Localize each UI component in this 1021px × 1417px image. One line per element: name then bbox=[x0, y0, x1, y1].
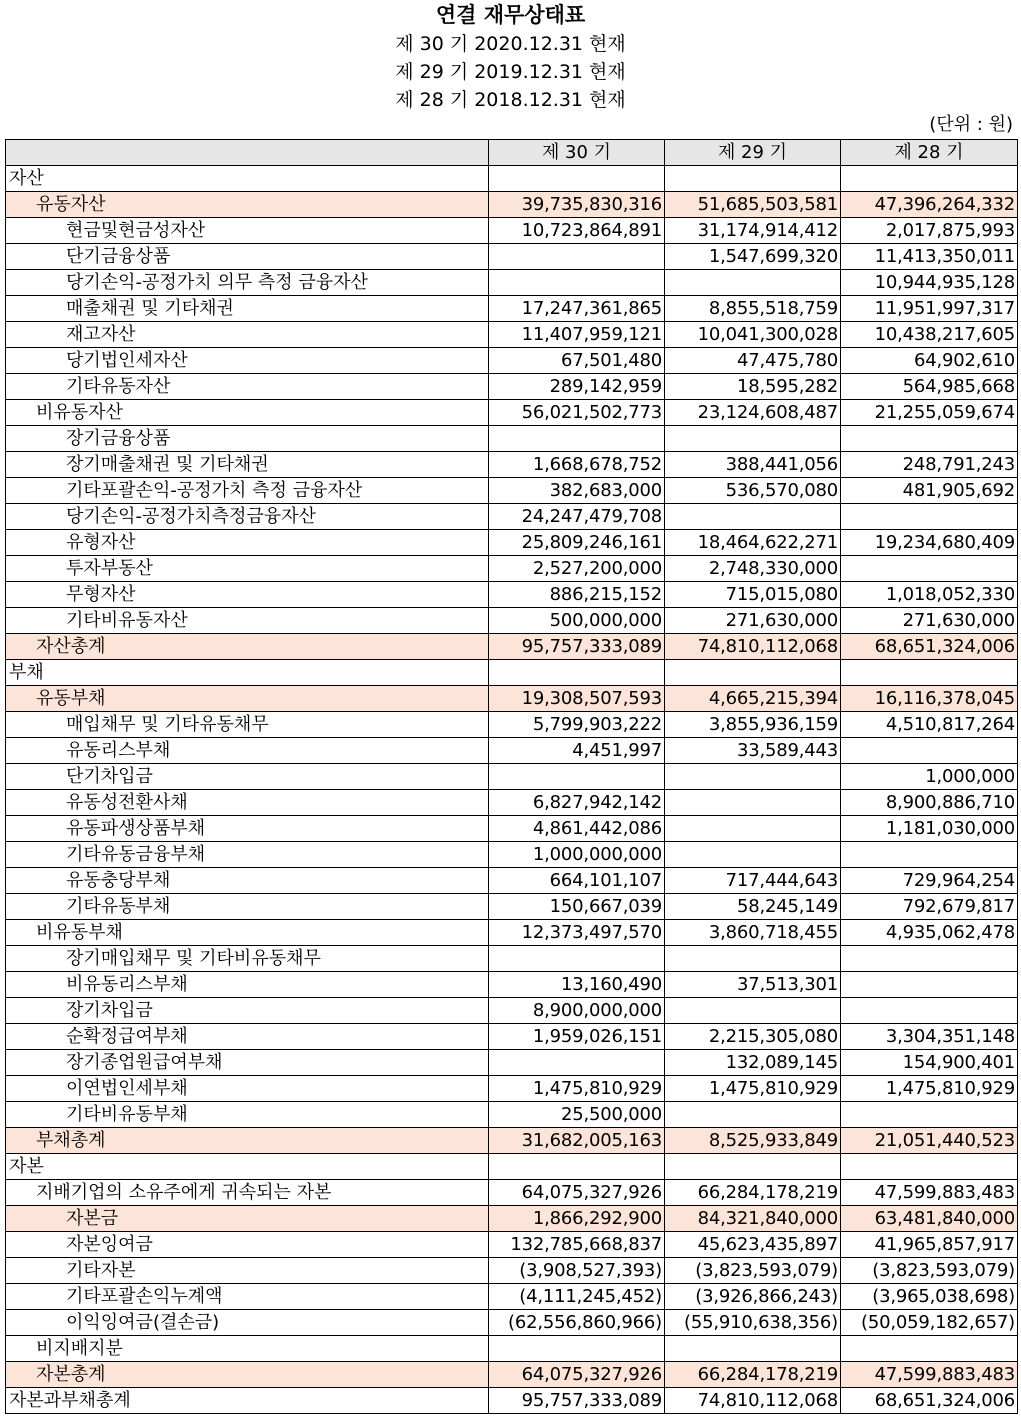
unit-label: (단위 : 원) bbox=[929, 114, 1013, 135]
amount-cell: (3,823,593,079) bbox=[665, 1258, 841, 1284]
amount-cell bbox=[489, 1336, 665, 1362]
amount-cell: 66,284,178,219 bbox=[665, 1362, 841, 1388]
account-label: 유동부채 bbox=[6, 686, 489, 712]
amount-cell: 95,757,333,089 bbox=[489, 634, 665, 660]
table-row bbox=[6, 1388, 1018, 1414]
amount-cell: 37,513,301 bbox=[665, 972, 841, 998]
amount-cell: 58,245,149 bbox=[665, 894, 841, 920]
amount-cell: (62,556,860,966) bbox=[489, 1310, 665, 1336]
amount-cell bbox=[665, 166, 841, 192]
amount-cell: 564,985,668 bbox=[841, 374, 1018, 400]
amount-cell bbox=[841, 998, 1018, 1024]
amount-cell bbox=[665, 842, 841, 868]
account-label: 투자부동산 bbox=[6, 556, 489, 582]
amount-cell: 8,855,518,759 bbox=[665, 296, 841, 322]
amount-cell: 2,215,305,080 bbox=[665, 1024, 841, 1050]
amount-cell: 56,021,502,773 bbox=[489, 400, 665, 426]
amount-cell bbox=[489, 426, 665, 452]
amount-cell: 67,501,480 bbox=[489, 348, 665, 374]
amount-cell bbox=[841, 556, 1018, 582]
table-row bbox=[6, 842, 1018, 868]
amount-cell: 41,965,857,917 bbox=[841, 1232, 1018, 1258]
amount-cell bbox=[841, 1154, 1018, 1180]
amount-cell: 11,413,350,011 bbox=[841, 244, 1018, 270]
column-header-period-30: 제 30 기 bbox=[489, 140, 665, 166]
amount-cell: 729,964,254 bbox=[841, 868, 1018, 894]
table-row bbox=[6, 1154, 1018, 1180]
amount-cell: 25,500,000 bbox=[489, 1102, 665, 1128]
amount-cell: 500,000,000 bbox=[489, 608, 665, 634]
account-label: 장기금융상품 bbox=[6, 426, 489, 452]
amount-cell bbox=[841, 1102, 1018, 1128]
amount-cell bbox=[665, 426, 841, 452]
period-line: 제 30 기 2020.12.31 현재 bbox=[395, 33, 626, 55]
amount-cell: 74,810,112,068 bbox=[665, 634, 841, 660]
amount-cell: 47,599,883,483 bbox=[841, 1180, 1018, 1206]
amount-cell: 1,668,678,752 bbox=[489, 452, 665, 478]
table-row bbox=[6, 582, 1018, 608]
balance-sheet-table bbox=[5, 139, 1018, 1414]
amount-cell bbox=[841, 426, 1018, 452]
account-label: 자산총계 bbox=[6, 634, 489, 660]
account-label: 유형자산 bbox=[6, 530, 489, 556]
account-label: 유동성전환사채 bbox=[6, 790, 489, 816]
amount-cell: (3,965,038,698) bbox=[841, 1284, 1018, 1310]
table-row bbox=[6, 894, 1018, 920]
amount-cell bbox=[841, 504, 1018, 530]
amount-cell: 18,464,622,271 bbox=[665, 530, 841, 556]
amount-cell: 1,475,810,929 bbox=[841, 1076, 1018, 1102]
table-row bbox=[6, 1258, 1018, 1284]
amount-cell: 3,304,351,148 bbox=[841, 1024, 1018, 1050]
amount-cell: 289,142,959 bbox=[489, 374, 665, 400]
table-row bbox=[6, 972, 1018, 998]
account-label: 당기손익-공정가치측정금융자산 bbox=[6, 504, 489, 530]
account-label: 비유동부채 bbox=[6, 920, 489, 946]
account-label: 기타비유동부채 bbox=[6, 1102, 489, 1128]
table-row bbox=[6, 556, 1018, 582]
amount-cell: (55,910,638,356) bbox=[665, 1310, 841, 1336]
amount-cell: 4,935,062,478 bbox=[841, 920, 1018, 946]
table-row bbox=[6, 946, 1018, 972]
amount-cell: 18,595,282 bbox=[665, 374, 841, 400]
amount-cell bbox=[841, 738, 1018, 764]
amount-cell: 45,623,435,897 bbox=[665, 1232, 841, 1258]
account-label: 자본과부채총계 bbox=[6, 1388, 489, 1414]
table-row bbox=[6, 920, 1018, 946]
amount-cell bbox=[489, 166, 665, 192]
amount-cell bbox=[489, 660, 665, 686]
amount-cell: 715,015,080 bbox=[665, 582, 841, 608]
account-label: 무형자산 bbox=[6, 582, 489, 608]
account-label: 장기매출채권 및 기타채권 bbox=[6, 452, 489, 478]
account-label: 자산 bbox=[6, 166, 489, 192]
table-row bbox=[6, 192, 1018, 218]
amount-cell: 536,570,080 bbox=[665, 478, 841, 504]
account-label: 순확정급여부채 bbox=[6, 1024, 489, 1050]
column-header-account bbox=[6, 140, 489, 166]
table-row bbox=[6, 322, 1018, 348]
amount-cell bbox=[665, 764, 841, 790]
amount-cell: 271,630,000 bbox=[665, 608, 841, 634]
amount-cell bbox=[665, 1336, 841, 1362]
amount-cell: 8,525,933,849 bbox=[665, 1128, 841, 1154]
account-label: 비유동리스부채 bbox=[6, 972, 489, 998]
account-label: 유동리스부채 bbox=[6, 738, 489, 764]
table-row bbox=[6, 1310, 1018, 1336]
account-label: 기타유동자산 bbox=[6, 374, 489, 400]
amount-cell bbox=[665, 270, 841, 296]
amount-cell: 388,441,056 bbox=[665, 452, 841, 478]
document-title: 연결 재무상태표 bbox=[435, 3, 586, 27]
amount-cell bbox=[665, 1102, 841, 1128]
account-label: 기타포괄손익-공정가치 측정 금융자산 bbox=[6, 478, 489, 504]
table-row bbox=[6, 270, 1018, 296]
amount-cell: 10,041,300,028 bbox=[665, 322, 841, 348]
amount-cell: 74,810,112,068 bbox=[665, 1388, 841, 1414]
table-row bbox=[6, 998, 1018, 1024]
amount-cell: (4,111,245,452) bbox=[489, 1284, 665, 1310]
table-row bbox=[6, 348, 1018, 374]
amount-cell: 4,451,997 bbox=[489, 738, 665, 764]
account-label: 매출채권 및 기타채권 bbox=[6, 296, 489, 322]
amount-cell: 1,000,000,000 bbox=[489, 842, 665, 868]
account-label: 장기종업원급여부채 bbox=[6, 1050, 489, 1076]
amount-cell: 47,599,883,483 bbox=[841, 1362, 1018, 1388]
table-row bbox=[6, 1232, 1018, 1258]
account-label: 당기손익-공정가치 의무 측정 금융자산 bbox=[6, 270, 489, 296]
table-row bbox=[6, 1024, 1018, 1050]
account-label: 기타포괄손익누계액 bbox=[6, 1284, 489, 1310]
amount-cell: 4,861,442,086 bbox=[489, 816, 665, 842]
amount-cell: 271,630,000 bbox=[841, 608, 1018, 634]
table-row bbox=[6, 1076, 1018, 1102]
amount-cell: 16,116,378,045 bbox=[841, 686, 1018, 712]
amount-cell: 64,902,610 bbox=[841, 348, 1018, 374]
amount-cell bbox=[489, 946, 665, 972]
amount-cell bbox=[841, 166, 1018, 192]
account-label: 기타유동금융부채 bbox=[6, 842, 489, 868]
amount-cell: 24,247,479,708 bbox=[489, 504, 665, 530]
amount-cell bbox=[665, 998, 841, 1024]
amount-cell bbox=[665, 946, 841, 972]
amount-cell bbox=[841, 972, 1018, 998]
amount-cell: 63,481,840,000 bbox=[841, 1206, 1018, 1232]
account-label: 비유동자산 bbox=[6, 400, 489, 426]
amount-cell: 25,809,246,161 bbox=[489, 530, 665, 556]
table-row bbox=[6, 478, 1018, 504]
amount-cell: 2,017,875,993 bbox=[841, 218, 1018, 244]
amount-cell bbox=[665, 790, 841, 816]
amount-cell: 1,475,810,929 bbox=[665, 1076, 841, 1102]
amount-cell: 154,900,401 bbox=[841, 1050, 1018, 1076]
amount-cell: 1,866,292,900 bbox=[489, 1206, 665, 1232]
table-row bbox=[6, 764, 1018, 790]
amount-cell bbox=[489, 1154, 665, 1180]
table-row bbox=[6, 868, 1018, 894]
amount-cell: 886,215,152 bbox=[489, 582, 665, 608]
amount-cell: 6,827,942,142 bbox=[489, 790, 665, 816]
amount-cell: 1,018,052,330 bbox=[841, 582, 1018, 608]
table-row bbox=[6, 296, 1018, 322]
amount-cell: 10,723,864,891 bbox=[489, 218, 665, 244]
amount-cell: 11,407,959,121 bbox=[489, 322, 665, 348]
amount-cell: 8,900,886,710 bbox=[841, 790, 1018, 816]
account-label: 기타유동부채 bbox=[6, 894, 489, 920]
amount-cell: 17,247,361,865 bbox=[489, 296, 665, 322]
account-label: 단기차입금 bbox=[6, 764, 489, 790]
amount-cell: 33,589,443 bbox=[665, 738, 841, 764]
amount-cell: 23,124,608,487 bbox=[665, 400, 841, 426]
account-label: 지배기업의 소유주에게 귀속되는 자본 bbox=[6, 1180, 489, 1206]
amount-cell: 3,860,718,455 bbox=[665, 920, 841, 946]
table-row bbox=[6, 1336, 1018, 1362]
amount-cell bbox=[489, 244, 665, 270]
account-label: 비지배지분 bbox=[6, 1336, 489, 1362]
amount-cell: 95,757,333,089 bbox=[489, 1388, 665, 1414]
amount-cell: (3,926,866,243) bbox=[665, 1284, 841, 1310]
table-row bbox=[6, 816, 1018, 842]
amount-cell: 3,855,936,159 bbox=[665, 712, 841, 738]
amount-cell: (3,823,593,079) bbox=[841, 1258, 1018, 1284]
account-label: 유동자산 bbox=[6, 192, 489, 218]
title-block bbox=[0, 0, 1021, 114]
amount-cell: 19,234,680,409 bbox=[841, 530, 1018, 556]
amount-cell: 31,682,005,163 bbox=[489, 1128, 665, 1154]
amount-cell bbox=[489, 270, 665, 296]
amount-cell bbox=[841, 660, 1018, 686]
amount-cell bbox=[665, 504, 841, 530]
amount-cell bbox=[841, 842, 1018, 868]
table-row bbox=[6, 1362, 1018, 1388]
amount-cell: 11,951,997,317 bbox=[841, 296, 1018, 322]
account-label: 장기매입채무 및 기타비유동채무 bbox=[6, 946, 489, 972]
amount-cell: 10,438,217,605 bbox=[841, 322, 1018, 348]
amount-cell: 5,799,903,222 bbox=[489, 712, 665, 738]
amount-cell: 717,444,643 bbox=[665, 868, 841, 894]
amount-cell bbox=[665, 660, 841, 686]
column-header-period-28: 제 28 기 bbox=[841, 140, 1018, 166]
amount-cell: 2,748,330,000 bbox=[665, 556, 841, 582]
table-row bbox=[6, 452, 1018, 478]
table-header-row bbox=[6, 140, 1018, 166]
amount-cell: 8,900,000,000 bbox=[489, 998, 665, 1024]
table-row bbox=[6, 1284, 1018, 1310]
account-label: 기타자본 bbox=[6, 1258, 489, 1284]
amount-cell: 66,284,178,219 bbox=[665, 1180, 841, 1206]
amount-cell: 1,475,810,929 bbox=[489, 1076, 665, 1102]
table-row bbox=[6, 1206, 1018, 1232]
account-label: 현금및현금성자산 bbox=[6, 218, 489, 244]
amount-cell: 21,255,059,674 bbox=[841, 400, 1018, 426]
amount-cell: 47,396,264,332 bbox=[841, 192, 1018, 218]
table-row bbox=[6, 530, 1018, 556]
account-label: 자본총계 bbox=[6, 1362, 489, 1388]
amount-cell: (3,908,527,393) bbox=[489, 1258, 665, 1284]
account-label: 단기금융상품 bbox=[6, 244, 489, 270]
amount-cell: 68,651,324,006 bbox=[841, 1388, 1018, 1414]
table-row bbox=[6, 400, 1018, 426]
table-row bbox=[6, 1128, 1018, 1154]
amount-cell: 64,075,327,926 bbox=[489, 1362, 665, 1388]
amount-cell bbox=[841, 946, 1018, 972]
table-row bbox=[6, 218, 1018, 244]
amount-cell: 51,685,503,581 bbox=[665, 192, 841, 218]
amount-cell: 47,475,780 bbox=[665, 348, 841, 374]
amount-cell: 150,667,039 bbox=[489, 894, 665, 920]
account-label: 부채 bbox=[6, 660, 489, 686]
account-label: 이익잉여금(결손금) bbox=[6, 1310, 489, 1336]
account-label: 자본 bbox=[6, 1154, 489, 1180]
amount-cell: 1,000,000 bbox=[841, 764, 1018, 790]
account-label: 당기법인세자산 bbox=[6, 348, 489, 374]
amount-cell bbox=[841, 1336, 1018, 1362]
table-row bbox=[6, 738, 1018, 764]
amount-cell: 792,679,817 bbox=[841, 894, 1018, 920]
table-body bbox=[6, 166, 1018, 1414]
table-row bbox=[6, 660, 1018, 686]
table-row bbox=[6, 686, 1018, 712]
table-row bbox=[6, 608, 1018, 634]
amount-cell bbox=[489, 1050, 665, 1076]
table-row bbox=[6, 634, 1018, 660]
account-label: 자본금 bbox=[6, 1206, 489, 1232]
account-label: 부채총계 bbox=[6, 1128, 489, 1154]
amount-cell: 10,944,935,128 bbox=[841, 270, 1018, 296]
amount-cell: 481,905,692 bbox=[841, 478, 1018, 504]
table-row bbox=[6, 712, 1018, 738]
account-label: 유동충당부채 bbox=[6, 868, 489, 894]
amount-cell: 664,101,107 bbox=[489, 868, 665, 894]
amount-cell: 84,321,840,000 bbox=[665, 1206, 841, 1232]
period-line: 제 28 기 2018.12.31 현재 bbox=[395, 89, 626, 111]
account-label: 기타비유동자산 bbox=[6, 608, 489, 634]
amount-cell: (50,059,182,657) bbox=[841, 1310, 1018, 1336]
amount-cell: 68,651,324,006 bbox=[841, 634, 1018, 660]
amount-cell: 21,051,440,523 bbox=[841, 1128, 1018, 1154]
amount-cell: 2,527,200,000 bbox=[489, 556, 665, 582]
table-row bbox=[6, 790, 1018, 816]
amount-cell: 39,735,830,316 bbox=[489, 192, 665, 218]
amount-cell: 13,160,490 bbox=[489, 972, 665, 998]
table-row bbox=[6, 374, 1018, 400]
table-row bbox=[6, 1050, 1018, 1076]
amount-cell: 1,959,026,151 bbox=[489, 1024, 665, 1050]
amount-cell: 248,791,243 bbox=[841, 452, 1018, 478]
amount-cell: 4,510,817,264 bbox=[841, 712, 1018, 738]
period-line: 제 29 기 2019.12.31 현재 bbox=[395, 61, 626, 83]
amount-cell: 64,075,327,926 bbox=[489, 1180, 665, 1206]
table-row bbox=[6, 1180, 1018, 1206]
amount-cell: 132,785,668,837 bbox=[489, 1232, 665, 1258]
amount-cell: 382,683,000 bbox=[489, 478, 665, 504]
amount-cell: 31,174,914,412 bbox=[665, 218, 841, 244]
table-row bbox=[6, 166, 1018, 192]
amount-cell: 1,547,699,320 bbox=[665, 244, 841, 270]
amount-cell: 4,665,215,394 bbox=[665, 686, 841, 712]
amount-cell: 19,308,507,593 bbox=[489, 686, 665, 712]
account-label: 유동파생상품부채 bbox=[6, 816, 489, 842]
amount-cell bbox=[665, 816, 841, 842]
column-header-period-29: 제 29 기 bbox=[665, 140, 841, 166]
account-label: 장기차입금 bbox=[6, 998, 489, 1024]
amount-cell: 132,089,145 bbox=[665, 1050, 841, 1076]
amount-cell: 1,181,030,000 bbox=[841, 816, 1018, 842]
account-label: 재고자산 bbox=[6, 322, 489, 348]
account-label: 이연법인세부채 bbox=[6, 1076, 489, 1102]
table-row bbox=[6, 504, 1018, 530]
amount-cell bbox=[489, 764, 665, 790]
account-label: 매입채무 및 기타유동채무 bbox=[6, 712, 489, 738]
account-label: 자본잉여금 bbox=[6, 1232, 489, 1258]
table-row bbox=[6, 1102, 1018, 1128]
table-row bbox=[6, 244, 1018, 270]
table-row bbox=[6, 426, 1018, 452]
amount-cell: 12,373,497,570 bbox=[489, 920, 665, 946]
amount-cell bbox=[665, 1154, 841, 1180]
